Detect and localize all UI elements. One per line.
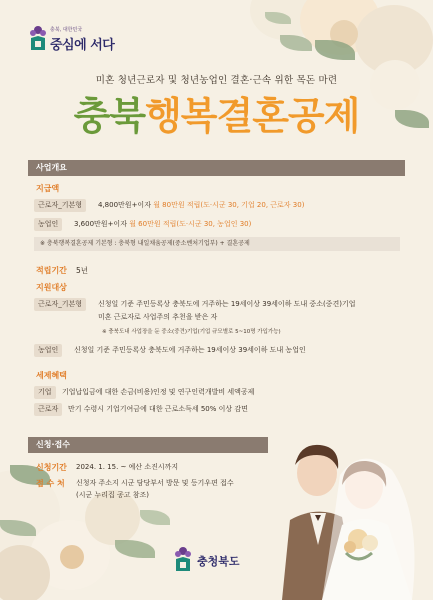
tax-worker-text: 만기 수령시 기업기여금에 대한 근로소득세 50% 이상 감면 (68, 405, 248, 413)
tag-farmer: 농업인 (34, 218, 62, 231)
support-amount-label: 지급액 (36, 184, 60, 193)
section-overview-header: 사업개요 (28, 160, 405, 176)
period-value: 5년 (76, 266, 89, 275)
tag-worker-basic: 근로자_기본형 (34, 199, 86, 212)
poster-title (0, 85, 433, 140)
worker-amount-value: 4,800만원+이자 (98, 201, 151, 209)
apply-place-line1: 신청자 주소지 시군 담당부서 방문 및 등기우편 접수 (76, 479, 234, 487)
province-name: 충청북도 (197, 555, 240, 568)
tag-tax-worker: 근로자 (34, 403, 62, 416)
farmer-amount-detail: 월 60만원 적립(도·시군 30, 농업인 30) (129, 220, 252, 228)
logo-caption: 충북, 대한민국 (50, 27, 83, 33)
tag-tax-company: 기업 (34, 386, 56, 399)
province-emblem-icon (173, 545, 193, 573)
wedding-couple-illustration (262, 425, 433, 600)
period-label: 적립기간 (36, 266, 67, 275)
chungbuk-logo (28, 22, 138, 62)
worker-amount (98, 200, 304, 211)
target-farmer-line: 신청일 기준 주민등록상 충북도에 거주하는 19세이상 39세이하 도내 농업인 (74, 346, 306, 354)
apply-period-label: 신청기간 (36, 463, 67, 472)
chungcheongbuk-do-logo (173, 545, 263, 575)
section-apply-header: 신청·접수 (28, 437, 268, 453)
tax-label: 세제혜택 (36, 371, 67, 380)
tag-target-farmer: 농업인 (34, 344, 62, 357)
logo-slogan: 중심에 서다 (50, 38, 115, 53)
target-worker-line2: 미혼 근로자로 사업주의 추천을 받은 자 (98, 313, 218, 321)
farmer-amount (74, 219, 251, 230)
target-worker-note: ※ 충북도내 사업장을 둔 중소(중견)기업(기업 규모별로 5~10명 가입가능) (102, 329, 281, 335)
target-label: 지원대상 (36, 283, 67, 292)
worker-amount-detail: 월 80만원 적립(도·시군 30, 기업 20, 근로자 30) (153, 201, 305, 209)
target-worker-line1: 신청일 기준 주민등록상 충북도에 거주하는 19세이상 39세이하 도내 중소(중견)기업 (98, 300, 356, 308)
chungbuk-emblem-icon (28, 24, 48, 52)
poster-subtitle: 미혼 청년근로자 및 청년농업인 결혼·근속 위한 목돈 마련 (95, 75, 338, 86)
farmer-amount-value: 3,600만원+이자 (74, 220, 127, 228)
apply-place-line2: (시군 누리집 공고 참조) (76, 491, 149, 499)
title-program: 행복결혼공제 (145, 94, 360, 138)
tag-target-worker: 근로자_기본형 (34, 298, 86, 311)
basic-type-note: ※ 충북행복결혼공제 기본형 : 충북형 내일채움공제(중소벤처기업부) + 결혼공제 (34, 237, 400, 251)
apply-period-value: 2024. 1. 15. ~ 예산 소진시까지 (76, 463, 179, 471)
title-region: 충북 (73, 94, 146, 138)
apply-place-label: 접 수 처 (36, 479, 65, 488)
tax-company-text: 기업납입금에 대한 손금(비용)인정 및 연구인력개발비 세액공제 (62, 388, 255, 396)
